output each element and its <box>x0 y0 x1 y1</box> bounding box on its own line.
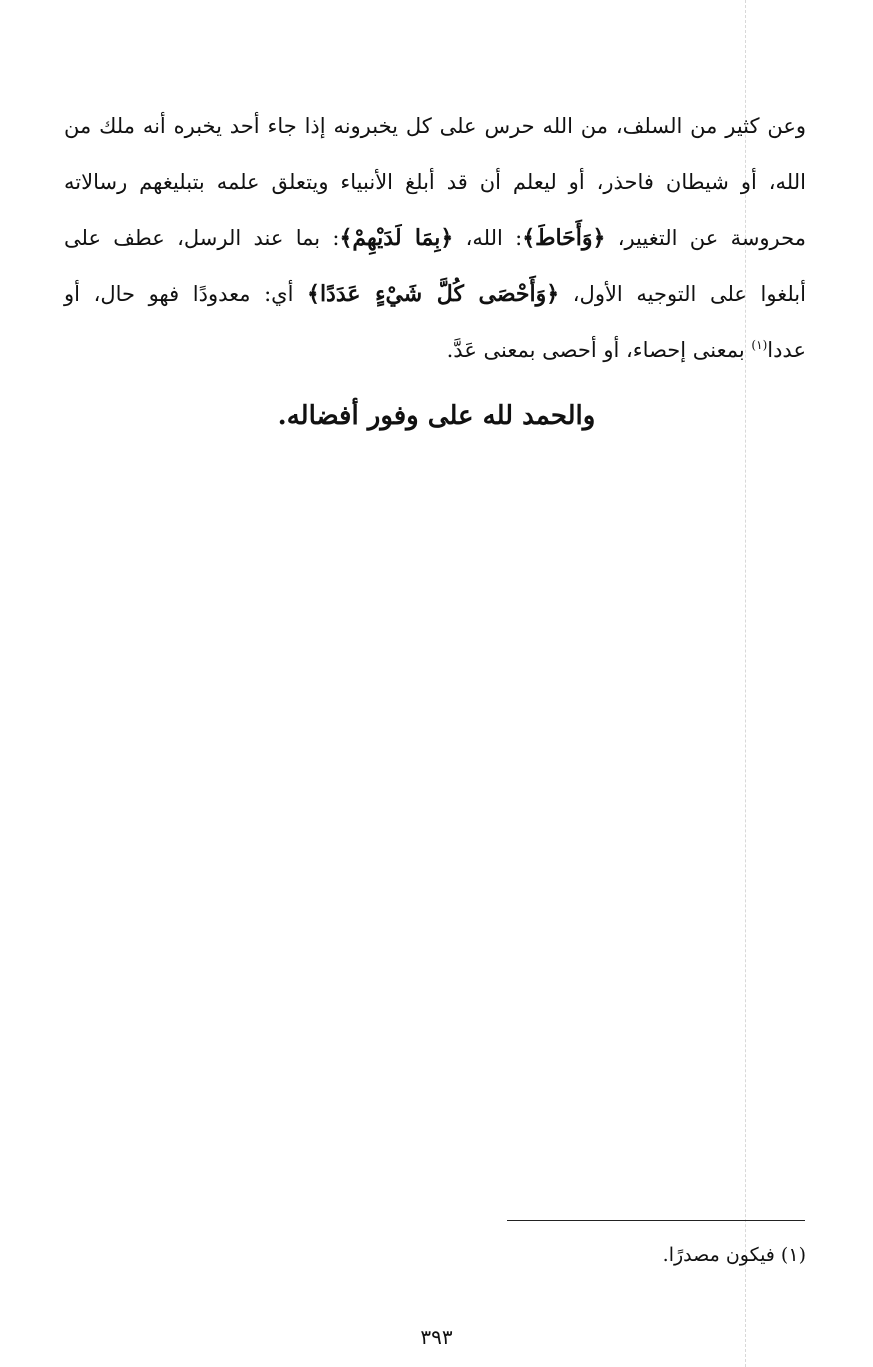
quran-quote: ﴿وَأَحْصَى كُلَّ شَيْءٍ عَدَدًا﴾ <box>307 281 560 307</box>
body-line-5 <box>64 322 806 378</box>
page-number: ٣٩٣ <box>420 1325 453 1349</box>
body-line-3 <box>64 210 806 266</box>
body-line-1: وعن كثير من السلف، من الله حرس على كل يخبرونه إذا جاء أحد يخبره أنه ملك من <box>64 114 806 138</box>
closing-line: والحمد لله على وفور أفضاله. <box>277 401 596 431</box>
text-segment: : الله، <box>465 226 523 250</box>
text-segment: أي: معدودًا فهو حال، أو <box>64 282 294 306</box>
body-line-2: الله، أو شيطان فاحذر، أو ليعلم أن قد أبلغ الأنبياء ويتعلق علمه بتبليغهم رسالاته <box>64 170 806 194</box>
footnote: (١) فيكون مصدرًا. <box>662 1244 806 1266</box>
text-segment: أبلغوا على التوجيه الأول، <box>572 282 806 306</box>
quran-quote: ﴿بِمَا لَدَيْهِمْ﴾ <box>339 225 454 251</box>
footnote-reference: (١) <box>751 338 768 352</box>
footnote-divider <box>507 1220 805 1221</box>
text-segment: : بما عند الرسل، عطف على <box>64 226 340 250</box>
text-segment: محروسة عن التغيير، <box>617 226 806 250</box>
quran-quote: ﴿وَأَحَاطَ﴾ <box>522 225 606 251</box>
body-paragraph <box>64 98 806 378</box>
body-line-4 <box>64 266 806 322</box>
text-segment: عددا <box>767 338 806 362</box>
text-segment: بمعنى إحصاء، أو أحصى بمعنى عَدَّ. <box>446 338 745 362</box>
